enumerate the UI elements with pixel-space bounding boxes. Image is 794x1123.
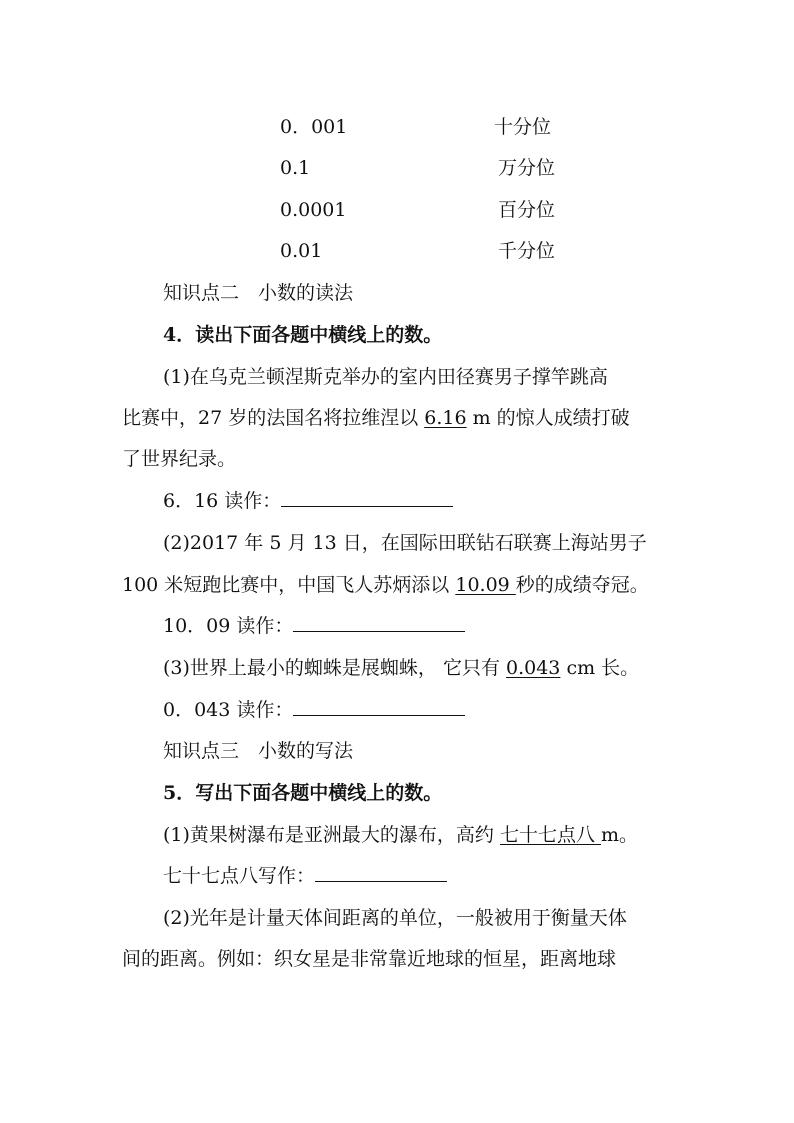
- match-left-item-2: 0.1: [280, 157, 311, 179]
- match-left-item-4: 0.01: [280, 240, 323, 262]
- q4-p2-answer-row: [163, 613, 465, 639]
- q5-p1-answer-row: [163, 863, 447, 889]
- q4-p3-line1-a: (3)世界上最小的蜘蛛是展蜘蛛， 它只有: [163, 657, 506, 679]
- q4-p3-underlined-number: 0.043: [506, 657, 561, 679]
- q4-p1-line2-a: 比赛中，27 岁的法国名将拉维涅以: [122, 407, 425, 429]
- q4-p1-underlined-number: 6.16: [424, 407, 467, 429]
- q4-p1-answer-label: 6．16 读作：: [163, 490, 282, 512]
- q5-p1-line1-b: m。: [601, 824, 639, 846]
- q4-p2-answer-blank[interactable]: [293, 613, 465, 632]
- q4-p3-answer-label: 0．043 读作：: [163, 699, 294, 721]
- q4-p1-line2: [122, 405, 630, 431]
- q4-p1-line1: (1)在乌克兰顿涅斯克举办的室内田径赛男子撑竿跳高: [163, 366, 608, 388]
- q5-p1-answer-blank[interactable]: [315, 863, 447, 882]
- q4-p3-line1: [163, 655, 639, 681]
- q5-p1-answer-label: 七十七点八写作：: [163, 865, 316, 887]
- q4-p2-answer-label: 10．09 读作：: [163, 615, 294, 637]
- q5-p1-line1-a: (1)黄果树瀑布是亚洲最大的瀑布，高约: [163, 824, 500, 846]
- q4-p2-underlined-number: 10.09: [455, 574, 516, 596]
- match-right-item-2: 万分位: [498, 157, 556, 179]
- match-left-item-1: 0．001: [280, 116, 348, 138]
- q4-p3-answer-blank[interactable]: [293, 697, 465, 716]
- q4-p1-line3: 了世界纪录。: [122, 448, 237, 470]
- match-right-item-4: 千分位: [498, 240, 556, 262]
- q4-p2-line2-b: 秒的成绩夺冠。: [515, 574, 649, 596]
- question-5-stem: 5．写出下面各题中横线上的数。: [163, 782, 443, 804]
- section-title-reading: 知识点二 小数的读法: [163, 282, 354, 304]
- q4-p2-line2: [122, 572, 649, 598]
- q5-p1-underlined-number: 七十七点八: [499, 824, 602, 846]
- q4-p1-line2-b: m 的惊人成绩打破: [466, 407, 630, 429]
- q5-p2-line1: (2)光年是计量天体间距离的单位，一般被用于衡量天体: [163, 907, 627, 929]
- match-left-item-3: 0.0001: [280, 199, 347, 221]
- q4-p2-line2-a: 100 米短跑比赛中，中国飞人苏炳添以: [122, 574, 456, 596]
- q4-p3-answer-row: [163, 697, 465, 723]
- question-4-stem: 4．读出下面各题中横线上的数。: [163, 324, 443, 346]
- q5-p2-line2: 间的距离。例如：织女星是非常靠近地球的恒星，距离地球: [122, 948, 617, 970]
- q4-p1-answer-blank[interactable]: [281, 488, 453, 507]
- section-title-writing: 知识点三 小数的写法: [163, 740, 354, 762]
- q4-p3-line1-b: cm 长。: [560, 657, 640, 679]
- q4-p2-line1: (2)2017 年 5 月 13 日，在国际田联钻石联赛上海站男子: [163, 532, 647, 554]
- match-right-item-1: 十分位: [494, 116, 552, 138]
- match-right-item-3: 百分位: [498, 199, 556, 221]
- q5-p1-line1: [163, 822, 638, 848]
- q4-p1-answer-row: [163, 488, 453, 514]
